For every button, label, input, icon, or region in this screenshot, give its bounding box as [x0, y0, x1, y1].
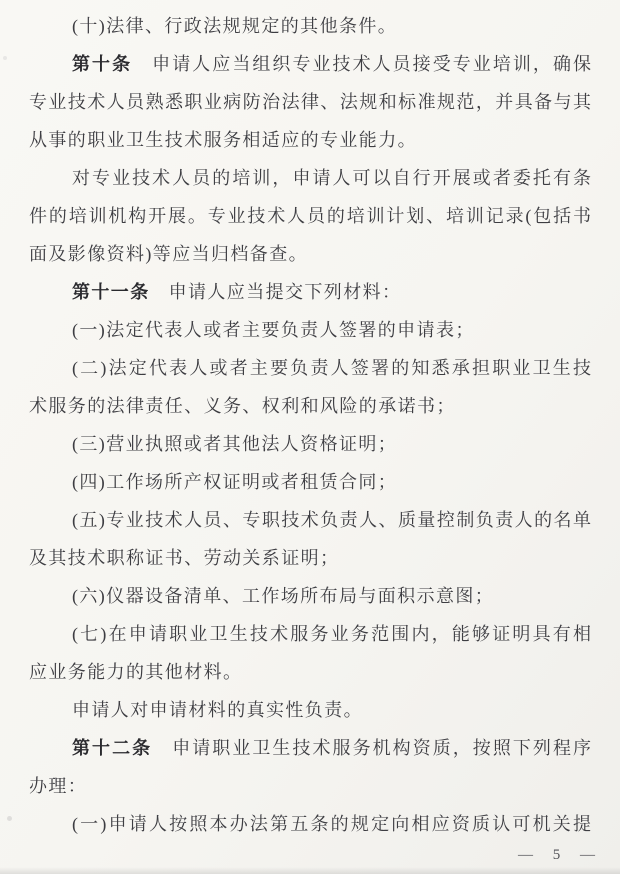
- line-text: 术服务的法律责任、义务、权利和风险的承诺书；: [29, 396, 456, 416]
- document-body: [29, 7, 592, 843]
- text-line: [29, 501, 592, 539]
- line-text: 件的培训机构开展。专业技术人员的培训计划、培训记录(包括书: [29, 206, 592, 226]
- scan-artifact-speck: [7, 816, 12, 821]
- text-line: [29, 539, 592, 577]
- text-line: [29, 691, 592, 729]
- line-text: (十)法律、行政法规规定的其他条件。: [72, 16, 398, 36]
- text-line: [29, 767, 592, 805]
- text-line: [29, 159, 592, 197]
- line-text: 应业务能力的其他材料。: [29, 662, 243, 682]
- line-text: (七)在申请职业卫生技术服务业务范围内，能够证明具有相: [72, 624, 592, 644]
- text-line: [29, 805, 592, 843]
- article-heading-line: [29, 729, 592, 767]
- line-text: (六)仪器设备清单、工作场所布局与面积示意图；: [72, 586, 495, 606]
- line-text: (二)法定代表人或者主要负责人签署的知悉承担职业卫生技: [72, 358, 592, 378]
- line-text: 面及影像资料)等应当归档备查。: [29, 244, 308, 264]
- line-text: 及其技术职称证书、劳动关系证明；: [29, 548, 340, 568]
- scan-artifact-speck: [3, 56, 7, 60]
- text-line: [29, 83, 592, 121]
- text-line: [29, 311, 592, 349]
- text-line: [29, 121, 592, 159]
- text-line: [29, 653, 592, 691]
- line-text: (一)法定代表人或者主要负责人签署的申请表；: [72, 320, 475, 340]
- text-line: [29, 615, 592, 653]
- text-line: [29, 425, 592, 463]
- text-line: [29, 7, 592, 45]
- article-number: 第十一条: [72, 282, 150, 302]
- article-heading-line: [29, 273, 592, 311]
- line-text: 申请职业卫生技术服务机构资质，按照下列程序: [171, 738, 593, 758]
- text-line: [29, 577, 592, 615]
- line-text: 专业技术人员熟悉职业病防治法律、法规和标准规范，并具备与其: [29, 92, 592, 112]
- line-text: (三)营业执照或者其他法人资格证明；: [72, 434, 398, 454]
- line-text: (一)申请人按照本办法第五条的规定向相应资质认可机关提: [72, 814, 592, 834]
- line-text: (四)工作场所产权证明或者租赁合同；: [72, 472, 398, 492]
- article-number: 第十条: [72, 54, 133, 74]
- line-text: (五)专业技术人员、专职技术负责人、质量控制负责人的名单: [72, 510, 592, 530]
- line-text: 申请人对申请材料的真实性负责。: [72, 700, 363, 720]
- article-heading-line: [29, 45, 592, 83]
- line-text: 申请人应当组织专业技术人员接受专业培训，确保: [151, 54, 593, 74]
- text-line: [29, 197, 592, 235]
- line-text: 办理：: [29, 776, 88, 796]
- text-line: [29, 463, 592, 501]
- line-text: 对专业技术人员的培训，申请人可以自行开展或者委托有条: [72, 168, 592, 188]
- text-line: [29, 235, 592, 273]
- text-line: [29, 349, 592, 387]
- page-footer: [518, 843, 597, 867]
- article-number: 第十二条: [72, 738, 153, 758]
- page-number: — 5 —: [518, 847, 597, 863]
- line-text: 申请人应当提交下列材料：: [168, 282, 402, 302]
- line-text: 从事的职业卫生技术服务相适应的专业能力。: [29, 130, 417, 150]
- text-line: [29, 387, 592, 425]
